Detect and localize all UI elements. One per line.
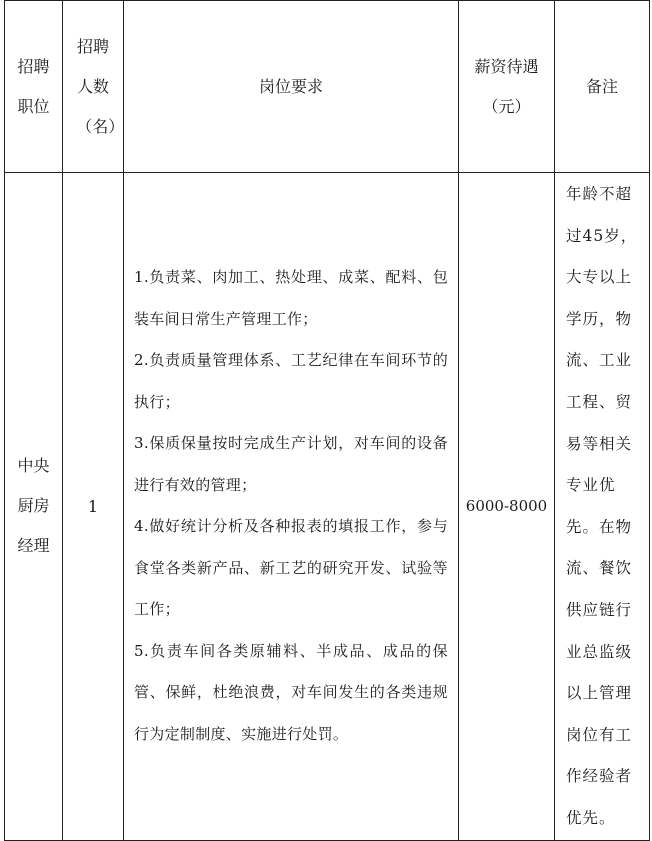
header-row [5,1,650,173]
header-count: 招聘人数（名） [63,1,124,173]
requirement-item: 1.负责菜、肉加工、热处理、成菜、配料、包装车间日常生产管理工作； [134,268,448,328]
requirement-item: 2.负责质量管理体系、工艺纪律在车间环节的执行； [134,351,448,411]
table-row [5,173,650,841]
recruitment-table [4,0,650,841]
salary-cell: 6000-8000 [459,173,555,841]
position-cell: 中央厨房经理 [5,173,63,841]
requirement-item: 5.负责车间各类原辅料、半成品、成品的保管、保鲜，杜绝浪费，对车间发生的各类违规行为定制制度、实施进行处罚。 [134,641,448,743]
header-notes: 备注 [555,1,650,173]
header-salary: 薪资待遇（元） [459,1,555,173]
requirements-cell [124,173,459,841]
header-requirements: 岗位要求 [124,1,459,173]
header-position: 招聘职位 [5,1,63,173]
notes-cell: 年龄不超过45岁，大专以上学历，物流、工业工程、贸易等相关专业优先。在物流、餐饮供应链行业总监级以上管理岗位有工作经验者优先。 [555,173,650,841]
requirement-item: 4.做好统计分析及各种报表的填报工作，参与食堂各类新产品、新工艺的研究开发、试验等工作； [134,517,448,619]
count-cell: 1 [63,173,124,841]
requirement-item: 3.保质保量按时完成生产计划，对车间的设备进行有效的管理； [134,434,448,494]
